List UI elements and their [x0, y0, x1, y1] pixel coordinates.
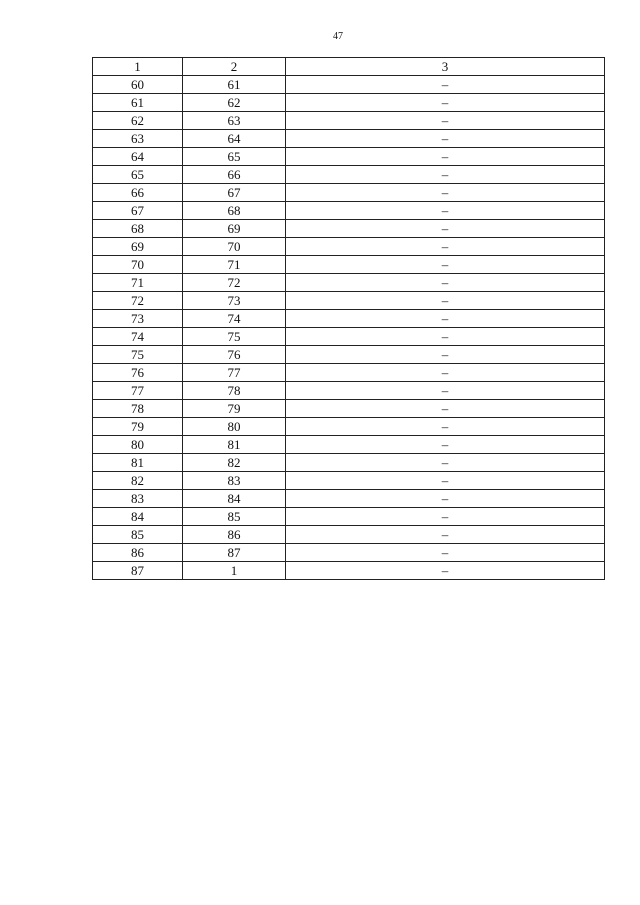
table-cell-col-2: 1: [183, 562, 286, 580]
table-header: [93, 58, 605, 76]
table-cell-col-3: –: [286, 130, 605, 148]
table-cell-col-2: 77: [183, 364, 286, 382]
table-cell-col-2: 85: [183, 508, 286, 526]
table-cell-col-3: –: [286, 382, 605, 400]
table-cell-col-2: 74: [183, 310, 286, 328]
table-cell-col-2: 71: [183, 256, 286, 274]
table-row: [93, 364, 605, 382]
table-row: [93, 346, 605, 364]
table-row: [93, 292, 605, 310]
table-row: [93, 544, 605, 562]
table-row: [93, 400, 605, 418]
table-cell-col-3: –: [286, 274, 605, 292]
table-row: [93, 454, 605, 472]
table-cell-col-1: 80: [93, 436, 183, 454]
table-cell-col-1: 65: [93, 166, 183, 184]
table-cell-col-1: 83: [93, 490, 183, 508]
table-row: [93, 508, 605, 526]
table-cell-col-2: 68: [183, 202, 286, 220]
table-cell-col-3: –: [286, 454, 605, 472]
table-cell-col-1: 62: [93, 112, 183, 130]
table-cell-col-1: 84: [93, 508, 183, 526]
table-row: [93, 526, 605, 544]
table-cell-col-3: –: [286, 328, 605, 346]
table-cell-col-3: –: [286, 418, 605, 436]
table-cell-col-3: –: [286, 238, 605, 256]
table-row: [93, 112, 605, 130]
table-cell-col-3: –: [286, 76, 605, 94]
table-row: [93, 328, 605, 346]
table-row: [93, 148, 605, 166]
column-header-3: 3: [286, 58, 605, 76]
table-cell-col-2: 64: [183, 130, 286, 148]
table-cell-col-2: 76: [183, 346, 286, 364]
table-cell-col-1: 60: [93, 76, 183, 94]
table-cell-col-3: –: [286, 220, 605, 238]
table-row: [93, 184, 605, 202]
table-cell-col-3: –: [286, 508, 605, 526]
table-cell-col-2: 81: [183, 436, 286, 454]
table-cell-col-1: 86: [93, 544, 183, 562]
table-cell-col-3: –: [286, 112, 605, 130]
table-cell-col-2: 70: [183, 238, 286, 256]
table-cell-col-2: 65: [183, 148, 286, 166]
table-row: [93, 202, 605, 220]
table-cell-col-2: 82: [183, 454, 286, 472]
table-cell-col-3: –: [286, 436, 605, 454]
table-cell-col-3: –: [286, 256, 605, 274]
table-cell-col-2: 86: [183, 526, 286, 544]
table-cell-col-2: 87: [183, 544, 286, 562]
table-cell-col-1: 81: [93, 454, 183, 472]
table-cell-col-2: 67: [183, 184, 286, 202]
table-row: [93, 436, 605, 454]
table-cell-col-2: 66: [183, 166, 286, 184]
table-cell-col-3: –: [286, 184, 605, 202]
table-cell-col-2: 61: [183, 76, 286, 94]
table-cell-col-1: 61: [93, 94, 183, 112]
table-row: [93, 256, 605, 274]
table-cell-col-3: –: [286, 202, 605, 220]
table-cell-col-3: –: [286, 148, 605, 166]
table-row: [93, 562, 605, 580]
table-row: [93, 418, 605, 436]
table-cell-col-3: –: [286, 562, 605, 580]
table-cell-col-1: 74: [93, 328, 183, 346]
table-cell-col-1: 67: [93, 202, 183, 220]
table-row: [93, 472, 605, 490]
table-cell-col-3: –: [286, 364, 605, 382]
table-cell-col-3: –: [286, 292, 605, 310]
table-cell-col-1: 79: [93, 418, 183, 436]
table-row: [93, 220, 605, 238]
table-cell-col-1: 63: [93, 130, 183, 148]
table-cell-col-1: 73: [93, 310, 183, 328]
header-row: [93, 58, 605, 76]
table-cell-col-1: 66: [93, 184, 183, 202]
table-cell-col-2: 84: [183, 490, 286, 508]
table-cell-col-1: 85: [93, 526, 183, 544]
table-cell-col-3: –: [286, 94, 605, 112]
table-cell-col-2: 78: [183, 382, 286, 400]
table-cell-col-1: 76: [93, 364, 183, 382]
table-cell-col-1: 82: [93, 472, 183, 490]
table-cell-col-1: 77: [93, 382, 183, 400]
column-header-1: 1: [93, 58, 183, 76]
table-cell-col-2: 83: [183, 472, 286, 490]
table-cell-col-1: 69: [93, 238, 183, 256]
table-row: [93, 310, 605, 328]
table-row: [93, 274, 605, 292]
table-body: [93, 76, 605, 580]
table-row: [93, 490, 605, 508]
page-number: 47: [333, 31, 343, 42]
table-cell-col-2: 63: [183, 112, 286, 130]
table-cell-col-2: 62: [183, 94, 286, 112]
table-cell-col-3: –: [286, 400, 605, 418]
table-cell-col-2: 80: [183, 418, 286, 436]
table-cell-col-1: 78: [93, 400, 183, 418]
table-cell-col-1: 64: [93, 148, 183, 166]
table-cell-col-1: 75: [93, 346, 183, 364]
table-cell-col-3: –: [286, 544, 605, 562]
table-cell-col-3: –: [286, 346, 605, 364]
table-cell-col-2: 69: [183, 220, 286, 238]
table-cell-col-1: 70: [93, 256, 183, 274]
table-cell-col-1: 87: [93, 562, 183, 580]
table-cell-col-3: –: [286, 490, 605, 508]
table-cell-col-2: 79: [183, 400, 286, 418]
table-row: [93, 76, 605, 94]
table-cell-col-3: –: [286, 166, 605, 184]
table-row: [93, 94, 605, 112]
table-cell-col-1: 68: [93, 220, 183, 238]
table-cell-col-3: –: [286, 526, 605, 544]
column-header-2: 2: [183, 58, 286, 76]
table-cell-col-3: –: [286, 472, 605, 490]
table-cell-col-3: –: [286, 310, 605, 328]
table-cell-col-2: 75: [183, 328, 286, 346]
data-table: [92, 57, 605, 580]
table-row: [93, 130, 605, 148]
table-row: [93, 382, 605, 400]
table-cell-col-2: 72: [183, 274, 286, 292]
table-cell-col-1: 71: [93, 274, 183, 292]
table-cell-col-1: 72: [93, 292, 183, 310]
table-row: [93, 166, 605, 184]
table-cell-col-2: 73: [183, 292, 286, 310]
table-row: [93, 238, 605, 256]
